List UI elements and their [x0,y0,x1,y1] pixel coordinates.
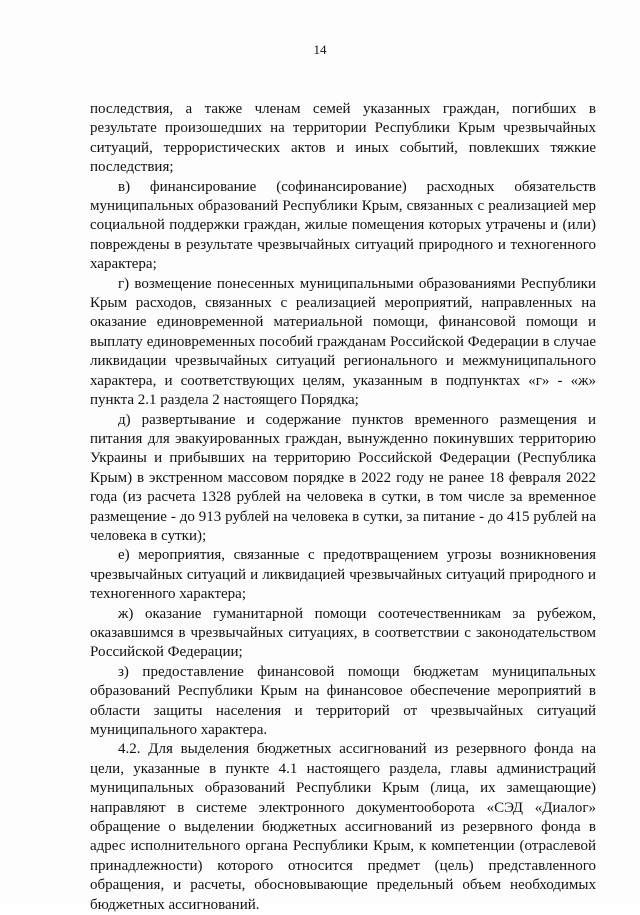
paragraph-item-v: в) финансирование (софинансирование) расходных обязательств муниципальных образований Республики Крым, связанных с реализацией мер социальной поддержки граждан, жилые помещения которых утрачены и (или) повреждены в результате чрезвычайных ситуаций природного и техногенного характера; [90,178,596,273]
paragraph-continuation: последствия, а также членам семей указанных граждан, погибших в результате произошедших на территории Республики Крым чрезвычайных ситуаций, террористических актов и иных событий, повлекших тяжкие последствия; [90,101,596,176]
paragraph-section-4-2: 4.2. Для выделения бюджетных ассигнований из резервного фонда на цели, указанные в пункте 4.1 настоящего раздела, главы администраций муниципальных образований Республики Крым (лица, их замещающие) направляют в системе электронного документооборота «СЭД «Диалог» обращение о выделении бюджетных ассигнований из резервного фонда в адрес исполнительного органа Республики Крым, к компетенции (отраслевой принадлежности) которого относится предмет (цель) представленного обращения, и расчеты, обосновывающие предельный объем необходимых бюджетных ассигнований. [90,741,596,913]
paragraph-item-d: д) развертывание и содержание пунктов временного размещения и питания для эвакуированных граждан, вынужденно покинувших территорию Украины и прибывших на территорию Российской Федерации (Республика Крым) в экстренном массовом порядке в 2022 году не ранее 18 февраля 2022 года (из расчета 1328 рублей на человека в сутки, в том числе за временное размещение - до 913 рублей на человека в сутки, за питание - до 415 рублей на человека в сутки); [90,411,596,544]
paragraph-item-g: г) возмещение понесенных муниципальными образованиями Республики Крым расходов, связанных с реализацией мероприятий, направленных на оказание единовременной материальной помощи, финансовой помощи и выплату единовременных пособий гражданам Российской Федерации в случае ликвидации чрезвычайных ситуаций регионального и межмуниципального характера, и соответствующих целям, указанным в подпунктах «г» - «ж» пункта 2.1 раздела 2 настоящего Порядка; [90,275,596,409]
document-body [90,100,596,915]
paragraph-item-zh: ж) оказание гуманитарной помощи соотечественникам за рубежом, оказавшимся в чрезвычайных ситуациях, в соответствии с законодательством Российской Федерации; [90,605,596,661]
page-number: 14 [313,42,327,57]
paragraph-item-e: е) мероприятия, связанные с предотвращением угрозы возникновения чрезвычайных ситуаций и ликвидацией чрезвычайных ситуаций природного и техногенного характера; [90,547,596,603]
paragraph-item-z: з) предоставление финансовой помощи бюджетам муниципальных образований Республики Крым на финансовое обеспечение мероприятий в области защиты населения и территорий от чрезвычайных ситуаций муниципального характера. [90,663,596,738]
